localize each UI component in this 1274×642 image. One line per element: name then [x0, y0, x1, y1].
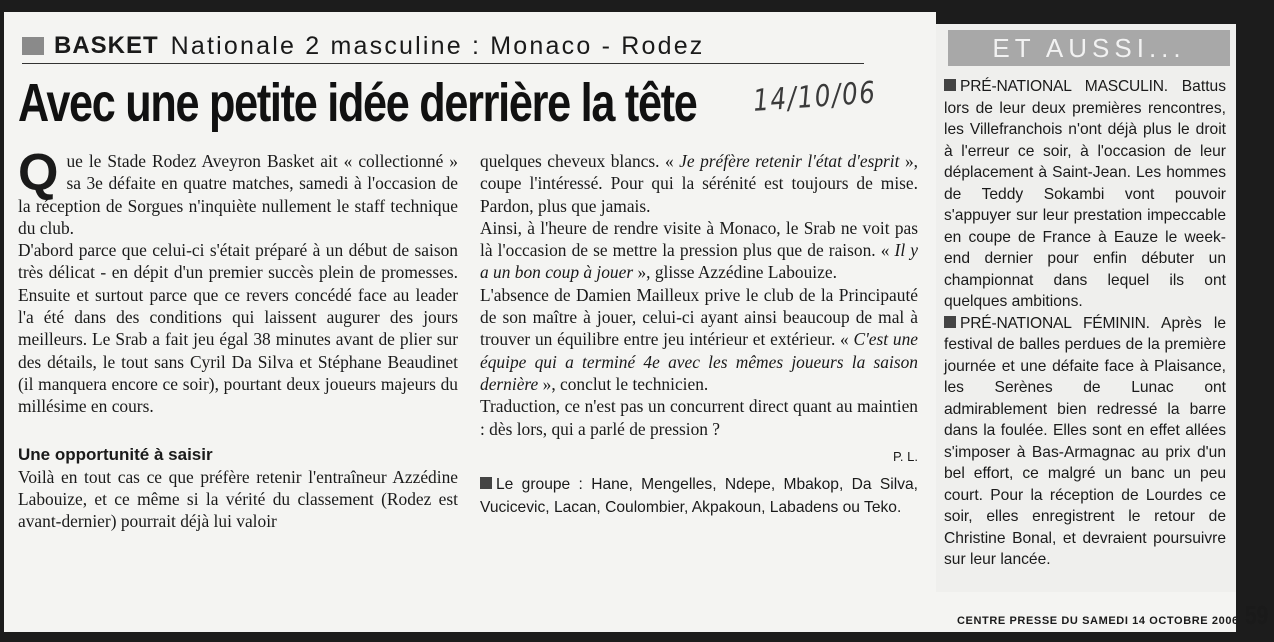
lineup-text: Le groupe : Hane, Mengelles, Ndepe, Mbakop, Da Silva, Vucicevic, Lacan, Coulombier, Akpakoun, Labadens ou Teko.	[480, 476, 918, 516]
sidebar-column	[944, 76, 1226, 571]
team-lineup	[480, 474, 918, 519]
sidebar-item-2-text: Après le festival de balles perdues de la première journée et une défaite face à Plaisance, les Serènes de Lunac ont admirablement bien redressé la barre dans la foulée. Elles sont en effet allées s'imposer à Bas-Armagnac au prix d'un bel effort, ce malgré un banc un peu court. Pour la réception de Lourdes ce soir, elles enregistrent le retour de Christine Bonal, et devraient poursuivre sur leur lancée.	[944, 314, 1226, 568]
quote-3: C'est une équipe qui a terminé 4e avec les mêmes joueurs la saison dernière	[480, 329, 918, 394]
paragraph-3: Voilà en tout cas ce que préfère retenir l'entraîneur Azzédine Labouize, et ce même si la vérité du classement (Rodez est avant-dernier) pourrait déjà lui valoir	[18, 466, 458, 532]
footer-text: CENTRE PRESSE DU SAMEDI 14 OCTOBRE 2006	[957, 615, 1239, 627]
paragraph-6-b: », conclut le technicien.	[538, 373, 709, 394]
sidebar-item-1-lead: PRÉ-NATIONAL MASCULIN.	[960, 78, 1168, 95]
paragraph-7: Traduction, ce n'est pas un concurrent direct quant au maintien : dès lors, qui a parlé de pression ?	[480, 396, 918, 439]
page-footer	[957, 600, 1274, 631]
handwritten-date: 14/10/06	[752, 75, 878, 119]
sidebar-item-2	[944, 313, 1226, 571]
paragraph-1-text: ue le Stade Rodez Aveyron Basket ait « collectionné » sa 3e défaite en quatre matches, samedi à l'occasion de la réception de Sorgues n'inquiète nullement le staff technique du club.	[18, 151, 458, 238]
paragraph-6	[480, 284, 918, 395]
quote-2: Il y a un bon coup à jouer	[480, 240, 918, 283]
sidebar-item-1-square-icon	[944, 79, 956, 91]
paragraph-5	[480, 217, 918, 284]
sidebar-item-2-lead: PRÉ-NATIONAL FÉMININ.	[960, 314, 1150, 332]
page-number: 59	[1244, 600, 1268, 630]
paragraph-4-a: quelques cheveux blancs. «	[480, 151, 680, 171]
paragraph-1	[18, 144, 458, 239]
dropcap: Q	[18, 144, 59, 202]
article-column-1	[18, 144, 458, 533]
article-column-2	[480, 150, 918, 519]
paragraph-2: D'abord parce que celui-ci s'était préparé à un début de saison très délicat - en dépit d'un premier succès plein de promesses. Ensuite et surtout parce que ce revers concédé face au leader l'a été dans des conditions qui laissent augurer des jours meilleurs. Le Srab a fait jeu égal 38 minutes avant de plier sur des détails, le tout sans Cyril Da Silva et Stéphane Beaudinet (il manquera encore ce soir), pourtant deux joueurs majeurs du millésime en cours.	[18, 240, 458, 417]
quote-1: Je préfère retenir l'état d'esprit	[679, 151, 900, 171]
kicker-category: BASKET	[54, 32, 159, 59]
subhead: Une opportunité à saisir	[18, 444, 213, 464]
signature: P. L.	[892, 448, 918, 464]
sidebar-item-1	[944, 76, 1226, 313]
paragraph-4-b: », coupe l'intéressé. Pour qui la sérénité est toujours de mise. Pardon, plus que jamais.	[480, 151, 918, 216]
kicker	[22, 30, 705, 62]
paragraph-6-a: L'absence de Damien Mailleux prive le club de la Principauté de son maître à jouer, celui-ci ayant ainsi beaucoup de mal à trouver un équilibre entre jeu intérieur et extérieur. «	[480, 284, 918, 350]
paragraph-5-a: Ainsi, à l'heure de rendre visite à Monaco, le Srab ne voit pas là l'occasion de se mettre la pression plus que de raison. «	[480, 217, 918, 261]
paragraph-5-b: », glisse Azzédine Labouize.	[633, 262, 837, 283]
sidebar-item-1-text: Battus lors de leur deux premières rencontres, les Villefranchois n'ont déjà plus le droit à l'erreur ce soir, à l'occasion de leur déplacement à Saint-Jean. Les hommes de Teddy Sokambi vont pouvoir s'appuyer sur leur prestation impeccable en coupe de France à Eauze le week-end dernier pour enfin débuter un championnat dans lequel ils ont quelques ambitions.	[944, 78, 1226, 310]
paragraph-4	[480, 150, 918, 217]
kicker-rule	[22, 63, 864, 64]
kicker-title: Nationale 2 masculine : Monaco - Rodez	[170, 31, 705, 60]
sidebar-item-2-square-icon	[944, 316, 956, 328]
lineup-square-icon	[480, 477, 492, 489]
kicker-square-icon	[22, 37, 44, 55]
sidebar-title: ET AUSSI...	[948, 30, 1230, 66]
headline: Avec une petite idée derrière la tête	[18, 73, 697, 133]
